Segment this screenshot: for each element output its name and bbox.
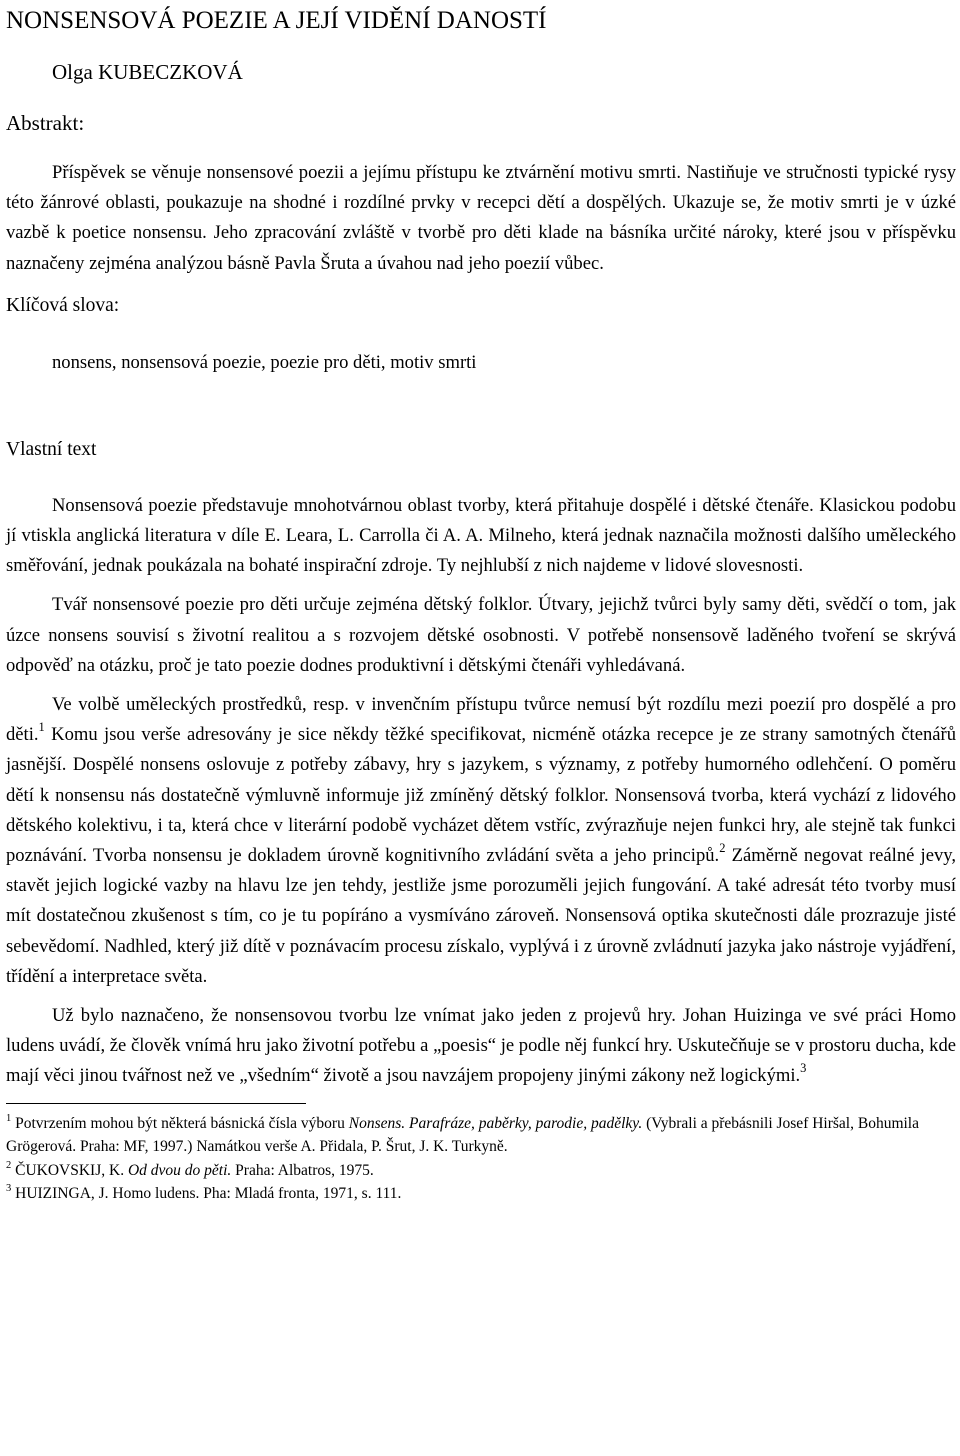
footnote-3 [6,1182,956,1206]
keywords-text: nonsens, nonsensová poezie, poezie pro děti, motiv smrti [52,351,477,373]
footnote-2-text-b: Praha: Albatros, 1975. [231,1161,374,1179]
paragraph-4-part-a: Už bylo naznačeno, že nonsensovou tvorbu lze vnímat jako jeden z projevů hry. Johan Huizinga ve své práci Homo ludens uvádí, že člověk vnímá hru jako životní potřebu a „poesis“ je podle něj funkcí hry. Uskutečňuje se v prostoru ducha, kde mají věci jinou tvářnost než ve „všedním“ životě a jsou navzájem propojeny jinými zákony než logickými. [6,1005,956,1087]
footnote-ref-3[interactable]: 3 [800,1061,807,1076]
paper-title: NONSENSOVÁ POEZIE A JEJÍ VIDĚNÍ DANOSTÍ [6,7,547,34]
paragraph-3-part-c: Záměrně negovat reálné jevy, stavět jejich logické vazby na hlavu lze jen tehdy, jestliže jsme porozuměli jejich fungování. A také adresát této tvorby musí mít dostatečnou zkušenost s tím, co je tu popíráno a vysmíváno zároveň. Nonsensová optika skutečnosti dále prozrazuje jisté sebevědomí. Nadhled, který již dítě v poznávacím procesu získalo, vyplývá i z úrovně zvládnutí jazyka jako nástroje vyjádření, třídění a interpretace světa. [6,845,957,987]
footnote-3-text: HUIZINGA, J. Homo ludens. Pha: Mladá fronta, 1971, s. 111. [11,1185,402,1203]
section-heading: Vlastní text [6,438,97,460]
footnote-1-text-b: (Vybrali a přebásnili Josef Hiršal, Bohumila Grögerová. Praha: MF, 1997.) Namátkou verše A. Přidala, P. Šrut, J. K. Turkyně. [6,1114,919,1156]
abstract-text: Příspěvek se věnuje nonsensové poezii a jejímu přístupu ke ztvárnění motivu smrti. Nastiňuje ve stručnosti typické rysy této žánrové oblasti, poukazuje na shodné i rozdílné prvky v recepci dětí a dospělých. Ukazuje se, že motiv smrti je v úzké vazbě k poetice nonsensu. Jeho zpracování zvláště v tvorbě pro děti klade na básníka určité nároky, které jsou v příspěvku naznačeny zejména analýzou básně Pavla Šruta a úvahou nad jeho poezií vůbec. [6,162,956,274]
footnote-2-title: Od dvou do pěti. [127,1161,232,1179]
author-name: Olga KUBECZKOVÁ [52,60,243,84]
body-paragraph-1: Nonsensová poezie představuje mnohotvárnou oblast tvorby, která přitahuje dospělé i dětské čtenáře. Klasickou podobu jí vtiskla anglická literatura v díle E. Leara, L. Carrolla či A. A. Milneho, která jednak naznačila možnosti dalšího uměleckého směřování, jednak poukázala na bohaté inspirační zdroje. Ty nejhlubší z nich najdeme v lidové slovesnosti. [6,494,956,577]
footnote-2-text-a: ČUKOVSKIJ, K. [11,1161,128,1179]
footnote-1-number: 1 [6,1112,12,1124]
footnote-ref-1[interactable]: 1 [38,720,45,735]
paragraph-3-part-b: Komu jsou verše adresovány je sice někdy těžké specifikovat, nicméně otázka recepce je ze strany samotných čtenářů jasnější. Dospělé nonsens oslovuje z potřeby zábavy, hry s jazykem, s významy, z potřeby humorného odlehčení. O poměru dětí k nonsensu nás dostatečně výmluvně informuje již zmíněný dětský folklor. Nonsensová tvorba, která vychází z lidového dětského kolektivu, i ta, která chce v literární podobě vycházet dětem vstříc, zvýrazňuje nejen funkci hry, ale stejně tak funkci poznávání. Tvorba nonsensu je dokladem úrovně kognitivního zvládání světa a jeho principů. [6,724,956,867]
document-page [6,4,956,1206]
paragraph-3-part-a: Ve volbě uměleckých prostředků, resp. v invenčním přístupu tvůrce nemusí být rozdílu mezi poezií pro dospělé a pro děti. [6,694,956,746]
footnote-3-number: 3 [6,1183,12,1195]
body-paragraph-2: Tvář nonsensové poezie pro děti určuje zejména dětský folklor. Útvary, jejichž tvůrci byly samy děti, svědčí o tom, jak úzce nonsens souvisí s životní realitou a s rozvojem dětské osobnosti. V potřebě nonsensově laděného tvoření se skrývá odpověď na otázku, proč je tato poezie dodnes produktivní i dětskými čtenáři vyhledávaná. [6,594,956,676]
footnote-2 [6,1159,956,1183]
abstract-heading: Abstrakt: [6,111,85,135]
footnote-1-title: Nonsens. Parafráze, paběrky, parodie, padělky. [348,1114,643,1132]
keywords-heading: Klíčová slova: [6,294,120,316]
footnote-1 [6,1112,956,1159]
footnote-ref-2[interactable]: 2 [719,841,726,856]
footnote-1-text-a: Potvrzením mohou být některá básnická čísla výboru [11,1114,349,1132]
footnote-divider [6,1103,306,1104]
body-paragraph-4 [6,1001,956,1092]
body-paragraph-3 [6,690,956,992]
footnote-2-number: 2 [6,1159,12,1171]
